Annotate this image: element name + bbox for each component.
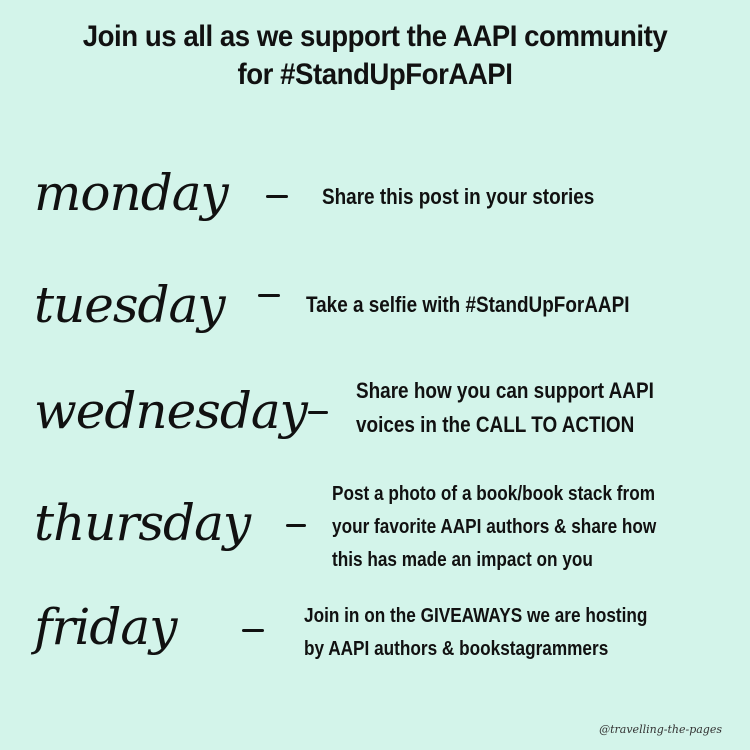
task-wednesday <box>356 374 654 442</box>
day-label-monday: monday <box>34 164 228 222</box>
dash-wednesday <box>308 411 328 414</box>
task-friday <box>304 600 647 666</box>
task-friday-line-1: Join in on the GIVEAWAYS we are hosting <box>304 605 648 627</box>
dash-monday <box>266 195 288 198</box>
task-monday <box>322 180 594 214</box>
task-thursday-line-2: your favorite AAPI authors & share how <box>332 516 657 538</box>
task-wednesday-line-1: Share how you can support AAPI <box>356 378 654 403</box>
day-label-thursday: thursday <box>34 494 251 552</box>
task-tuesday <box>306 288 629 322</box>
credit-handle: @travelling-the-pages <box>599 723 722 736</box>
headline-line-2: for #StandUpForAAPI <box>237 58 513 91</box>
day-label-wednesday: wednesday <box>34 382 307 440</box>
task-thursday-line-3: this has made an impact on you <box>332 549 593 571</box>
dash-tuesday <box>258 294 280 297</box>
task-wednesday-line-2: voices in the CALL TO ACTION <box>356 412 635 437</box>
task-thursday-line-1: Post a photo of a book/book stack from <box>332 483 656 505</box>
task-monday-line-1: Share this post in your stories <box>322 184 595 209</box>
day-label-friday: friday <box>34 598 177 656</box>
headline-line-1: Join us all as we support the AAPI community <box>82 20 668 53</box>
day-label-tuesday: tuesday <box>34 276 225 334</box>
task-friday-line-2: by AAPI authors & bookstagrammers <box>304 638 609 660</box>
task-tuesday-line-1: Take a selfie with #StandUpForAAPI <box>306 292 630 317</box>
task-thursday <box>332 478 656 577</box>
dash-thursday <box>286 524 306 527</box>
dash-friday <box>242 629 264 632</box>
headline <box>30 18 720 94</box>
